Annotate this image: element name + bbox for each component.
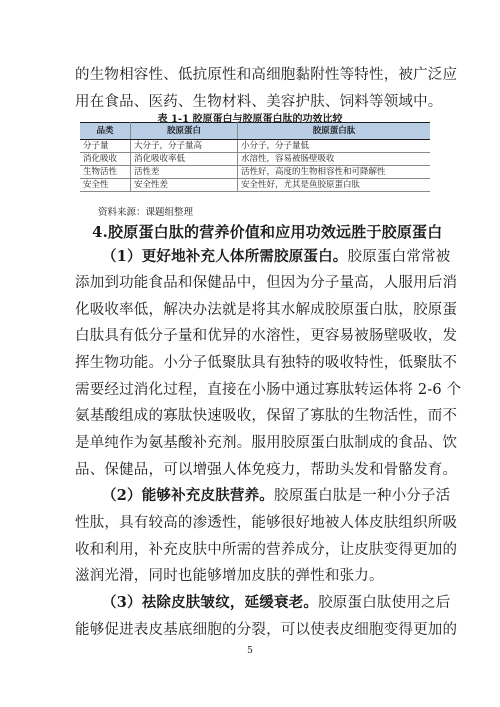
table-cell: 生物活性 bbox=[80, 166, 131, 179]
paragraph-2-line: 性肽，具有较高的渗透性，能够很好地被人体皮肤组织所吸 bbox=[75, 515, 458, 531]
paragraph-2-line: 滋润光滑，同时也能够增加皮肤的弹性和张力。 bbox=[75, 568, 384, 584]
paragraph-1-text: 胶原蛋白常常被 bbox=[347, 249, 451, 265]
paragraph-1-line: 添加到功能食品和保健品中，但因为分子量高，人服用后消 bbox=[75, 275, 458, 291]
paragraph-1-line: 白肽具有低分子量和优异的水溶性，更容易被肠壁吸收，发 bbox=[75, 328, 458, 344]
table-cell: 小分子，分子量低 bbox=[238, 140, 431, 153]
table-row bbox=[80, 166, 430, 179]
paragraph-3-first-line bbox=[102, 593, 451, 613]
paragraph-2-lead: （2）能够补充皮肤营养。 bbox=[102, 487, 274, 504]
table-cell: 活性好，高度的生物相容性和可降解性 bbox=[238, 166, 431, 179]
paragraph-1-line: 品、保健品，可以增强人体免疫力，帮助头发和骨骼发育。 bbox=[75, 462, 458, 478]
paragraph-1-line: 是单纯作为氨基酸补充剂。服用胶原蛋白肽制成的食品、饮 bbox=[75, 435, 458, 451]
table-cell: 安全性好，尤其是鱼胶原蛋白肽 bbox=[238, 179, 431, 192]
intro-line-2: 用在食品、医药、生物材料、美容护肤、饲料等领域中。 bbox=[75, 94, 443, 110]
table-source-note: 资料来源：课题组整理 bbox=[98, 207, 194, 218]
column-header: 品类 bbox=[80, 123, 131, 140]
paragraph-1-first-line bbox=[102, 247, 451, 267]
paragraph-1-line: 挥生物功能。小分子低聚肽具有独特的吸收特性，低聚肽不 bbox=[75, 355, 458, 371]
page-number: 5 bbox=[247, 646, 253, 656]
column-header: 胶原蛋白 bbox=[131, 123, 238, 140]
paragraph-1-line: 化吸收率低，解决办法就是将其水解成胶原蛋白肽，胶原蛋 bbox=[75, 302, 458, 318]
section-heading: 4.胶原蛋白肽的营养价值和应用功效远胜于胶原蛋白 bbox=[92, 223, 443, 241]
table-cell: 活性差 bbox=[131, 166, 238, 179]
paragraph-3-line: 能够促进表皮基底细胞的分裂，可以使表皮细胞变得更加的 bbox=[75, 622, 458, 638]
column-header: 胶原蛋白肽 bbox=[238, 123, 431, 140]
paragraph-3-text: 胶原蛋白肽使用之后 bbox=[318, 595, 451, 611]
table-cell: 安全性差 bbox=[131, 179, 238, 192]
table-row bbox=[80, 179, 430, 192]
table-header-row bbox=[80, 123, 430, 140]
paragraph-2-first-line bbox=[102, 486, 451, 506]
paragraph-2-line: 收和利用，补充皮肤中所需的营养成分，让皮肤变得更加的 bbox=[75, 542, 458, 558]
table-cell: 大分子，分子量高 bbox=[131, 140, 238, 153]
paragraph-3-lead: （3）祛除皮肤皱纹，延缓衰老。 bbox=[102, 594, 319, 611]
table-cell: 消化吸收率低 bbox=[131, 153, 238, 166]
comparison-table bbox=[80, 122, 430, 192]
paragraph-1-line: 氨基酸组成的寡肽快速吸收，保留了寡肽的生物活性，而不 bbox=[75, 408, 458, 424]
intro-line-1: 的生物相容性、低抗原性和高细胞黏附性等特性，被广泛应 bbox=[75, 67, 458, 83]
table-caption: 表 1-1 胶原蛋白与胶原蛋白肽的功效比较 bbox=[157, 114, 343, 125]
table-row bbox=[80, 140, 430, 153]
table-row bbox=[80, 153, 430, 166]
table-cell: 消化吸收 bbox=[80, 153, 131, 166]
table-cell: 水溶性，容易被肠壁吸收 bbox=[238, 153, 431, 166]
paragraph-1-lead: （1）更好地补充人体所需胶原蛋白。 bbox=[102, 248, 348, 265]
table-cell: 安全性 bbox=[80, 179, 131, 192]
paragraph-2-text: 胶原蛋白肽是一种小分子活 bbox=[274, 488, 451, 504]
paragraph-1-line: 需要经过消化过程，直接在小肠中通过寡肽转运体将 2-6 个 bbox=[75, 382, 462, 398]
table-cell: 分子量 bbox=[80, 140, 131, 153]
